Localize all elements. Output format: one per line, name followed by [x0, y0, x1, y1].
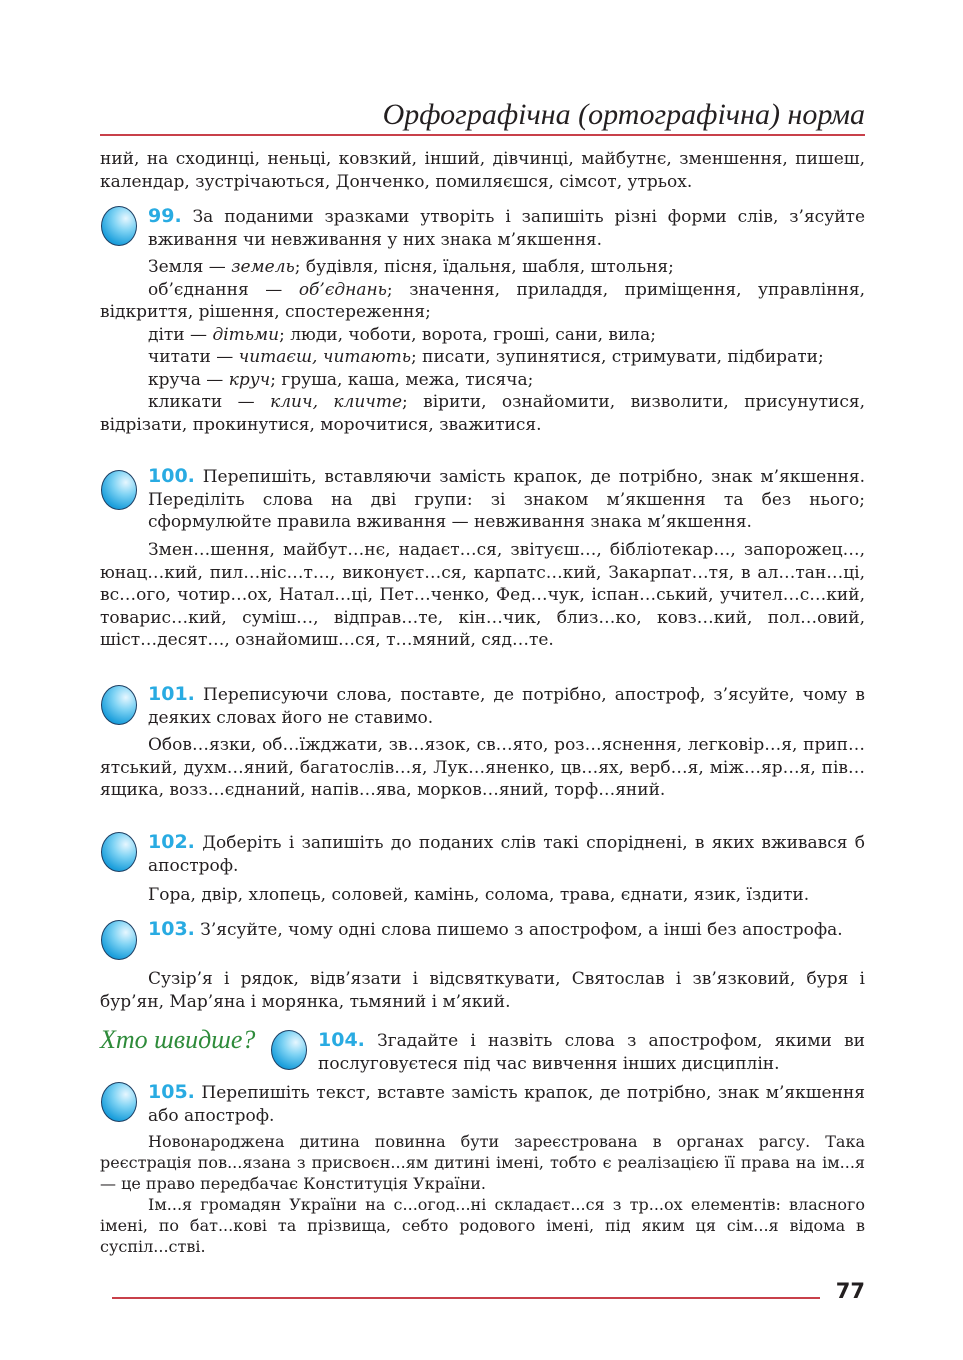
example-word: діти —: [148, 324, 213, 345]
text-paragraph: Ім...я громадян України на с...огод...ні складаєт...ся з тр...ох елементів: власного імені, по бат...кові та прізвища, себто родового імені, під яким ця сім...я відома в суспіл...стві.: [100, 1195, 865, 1256]
exercise-100-task: [148, 465, 865, 534]
example-line: [100, 346, 865, 369]
page-header-title: Орфографічна (ортографічна) норма: [382, 98, 865, 131]
exercise-101-task: [148, 683, 865, 729]
example-form: земель: [231, 257, 295, 277]
exercise-number: 99.: [148, 205, 182, 227]
example-rest: ; вірити, ознайомити, визволити, присунутися, відрізати, прокинутися, морочитися, зважитися.: [100, 392, 865, 435]
intro-text-block: [100, 148, 865, 193]
exercise-ball-icon: [101, 206, 137, 246]
example-word: Земля —: [148, 257, 232, 277]
exercise-task-text: Переписуючи слова, поставте, де потрібно, апостроф, з’ясуйте, чому в деяких словах його не ставимо.: [148, 685, 865, 728]
exercise-task-text: Перепишіть текст, вставте замість крапок, де потрібно, знак м’якшення або апостроф.: [148, 1083, 866, 1126]
example-line: [100, 369, 865, 392]
exercise-100-body: [100, 539, 865, 652]
page-number: 77: [835, 1279, 865, 1303]
exercise-words: Змен…шення, майбут…нє, надаєт…ся, звітуєш…, бібліотекар…, запорожец…, юнац…кий, пил…ніс…т…, виконуєт…ся, карпатс…кий, Закарпат…тя, в ал…тан…ці, вс…ого, чотир…ох, Натал…ці, Пет…ченко, Фед…чук, іспан…ський, учител…с…кий, товарис…кий, суміш…, відправ…те, кін…чик, близ…ко, ковз…кий, пол…овий, шіст…десят…, ознайомиш…ся, т…мяний, сяд…те.: [100, 540, 865, 650]
exercise-ball-icon: [101, 920, 137, 960]
example-line: [100, 324, 865, 347]
example-word: читати —: [148, 347, 239, 367]
example-line: [100, 256, 865, 279]
exercise-words: Обов…язки, об…їжджати, зв…язок, св…ято, роз…яснення, легковір…я, прип…ятський, духм…яний, багатослів…я, Лук…яненко, цв…ях, верб…я, між…яр…я, пів…ящика, возз…єднаний, напів…ява, морков…яний, торф…яний.: [100, 735, 865, 800]
exercise-task-text: Перепишіть, вставляючи замість крапок, де потрібно, знак м’якшення. Переділіть слова на дві групи: зі знаком м’якшення та без нього; сформулюйте правила вживання — невживання знака м’якшення.: [148, 467, 865, 532]
example-form: читаєш, читають: [238, 347, 411, 367]
quick-challenge-label: Хто швидше?: [100, 1025, 256, 1054]
intro-paragraph: ний, на сходинці, неньці, ковзкий, інший, дівчинці, майбутнє, зменшення, пишеш, календар, зустрічаються, Донченко, помиляєшся, сімсот, утрьох.: [100, 149, 865, 192]
exercise-task-text: Згадайте і назвіть слова з апострофом, якими ви послуговуєтеся під час вивчення інших дисциплін.: [318, 1031, 865, 1074]
example-form: круч: [228, 369, 271, 390]
exercise-ball-icon: [101, 832, 137, 872]
example-word: об’єднання —: [148, 279, 299, 300]
footer-divider: [112, 1297, 820, 1299]
exercise-ball-icon: [101, 470, 137, 510]
example-form: об’єднань: [298, 279, 387, 300]
exercise-number: 101.: [148, 683, 195, 705]
example-rest: ; писати, зупинятися, стримувати, підбирати;: [411, 347, 824, 367]
exercise-words: Сузір’я і рядок, відв’язати і відсвяткувати, Святослав і зв’язковий, буря і бур’ян, Мар’яна і морянка, тьмяний і м’який.: [100, 969, 865, 1012]
example-rest: ; груша, каша, межа, тисяча;: [270, 369, 534, 390]
exercise-102-task: [148, 831, 865, 877]
exercise-103-task: [148, 918, 865, 942]
example-line: [100, 279, 865, 324]
example-line: [100, 391, 865, 436]
exercise-number: 104.: [318, 1029, 365, 1051]
exercise-number: 100.: [148, 465, 195, 487]
example-word: кликати —: [148, 392, 271, 412]
exercise-99-body: [100, 256, 865, 436]
exercise-104-task: [318, 1029, 865, 1075]
exercise-number: 105.: [148, 1081, 195, 1103]
exercise-99-task: [148, 205, 865, 251]
exercise-102-body: [100, 884, 865, 907]
text-paragraph: Новонароджена дитина повинна бути зареєстрована в органах рагсу. Така реєстрація пов...язана з присвоєн...ям дитині імені, тобто є реалізацією її права на ім...я — це право передбачає Конституція України.: [100, 1132, 865, 1193]
header-divider: [100, 134, 865, 136]
exercise-ball-icon: [271, 1030, 307, 1070]
exercise-number: 102.: [148, 831, 195, 853]
example-word: круча —: [148, 369, 229, 390]
exercise-number: 103.: [148, 918, 195, 940]
exercise-task-text: З’ясуйте, чому одні слова пишемо з апострофом, а інші без апострофа.: [200, 920, 843, 940]
exercise-101-body: [100, 734, 865, 802]
exercise-words: Гора, двір, хлопець, соловей, камінь, солома, трава, єднати, язик, їздити.: [148, 885, 810, 905]
exercise-ball-icon: [101, 1082, 137, 1122]
exercise-105-task: [148, 1081, 865, 1127]
example-rest: ; значення, приладдя, приміщення, управління, відкриття, рішення, спостереження;: [100, 279, 865, 322]
example-form: дітьми: [212, 324, 280, 345]
example-rest: ; люди, чоботи, ворота, гроші, сани, вила;: [279, 324, 656, 345]
exercise-ball-icon: [101, 685, 137, 725]
exercise-105-body: [100, 1131, 865, 1257]
example-rest: ; будівля, пісня, їдальня, шабля, штольня;: [294, 257, 674, 277]
exercise-task-text: За поданими зразками утворіть і запишіть різні форми слів, з’ясуйте вживання чи невживання у них знака м’якшення.: [148, 207, 866, 250]
exercise-task-text: Доберіть і запишіть до поданих слів такі споріднені, в яких вживався б апостроф.: [148, 833, 865, 876]
example-form: клич, кличте: [270, 392, 403, 412]
exercise-103-body: [100, 968, 865, 1013]
